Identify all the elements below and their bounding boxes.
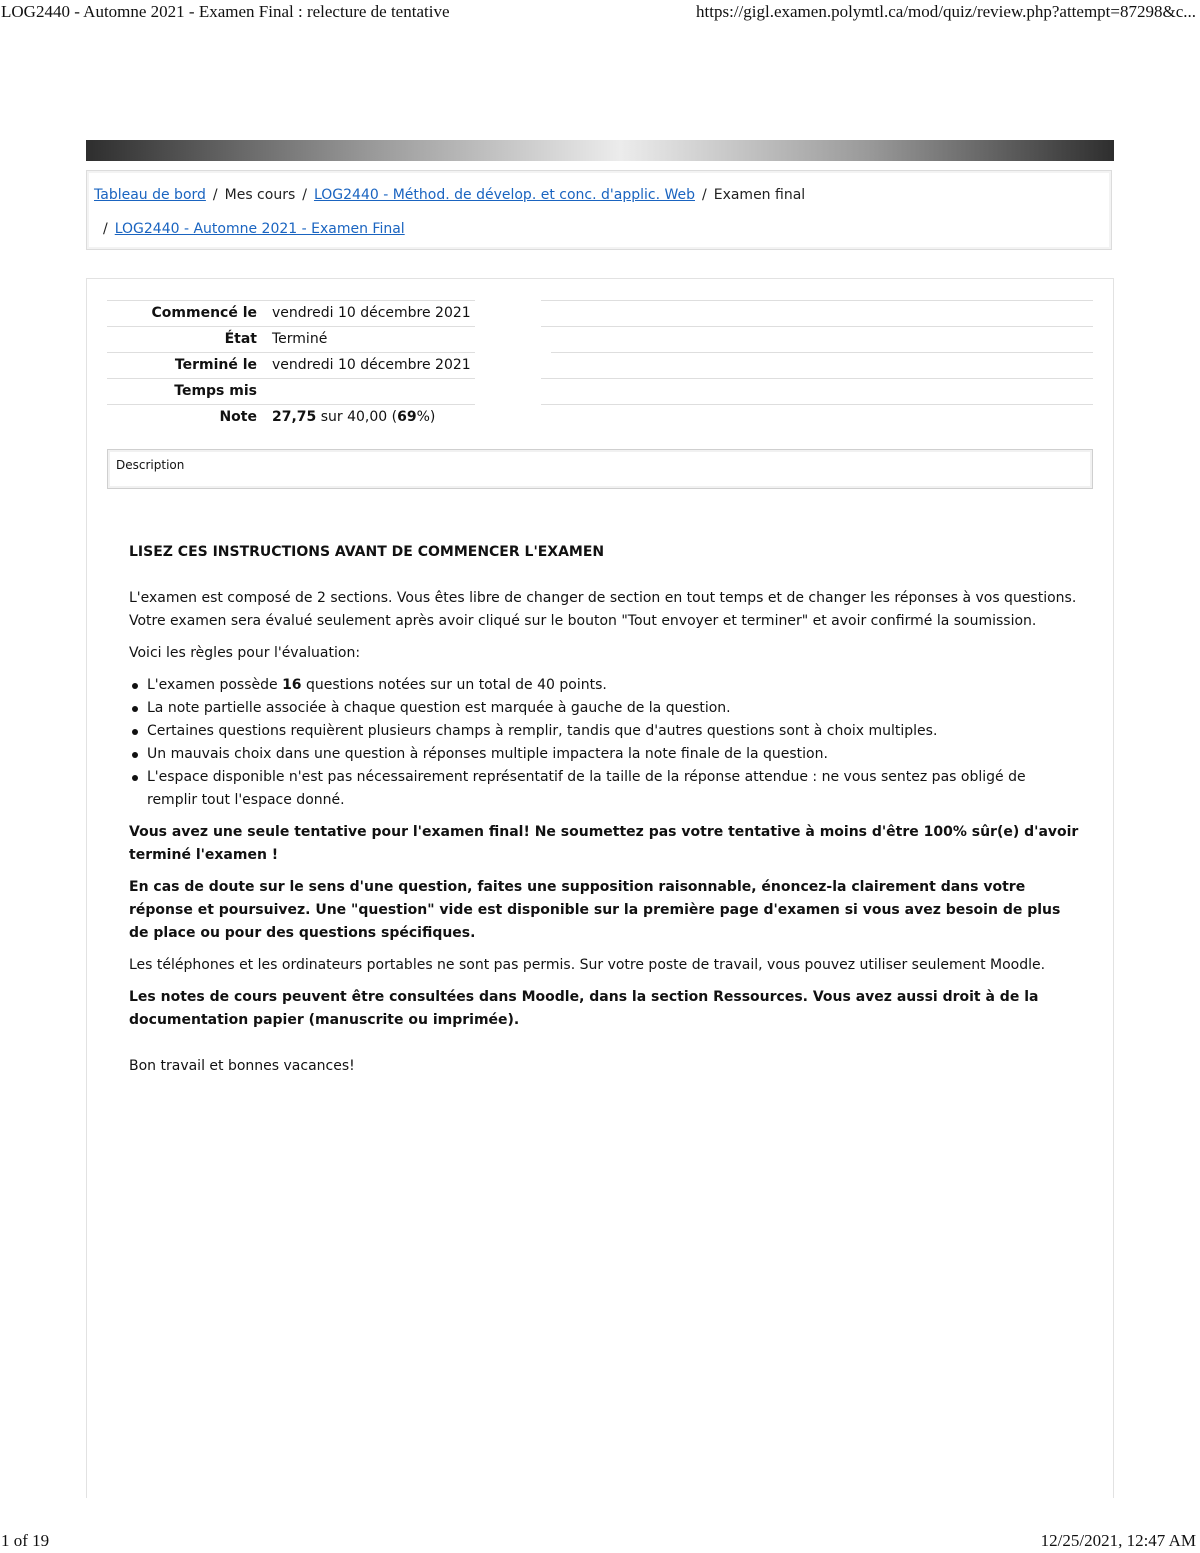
closing-message: Bon travail et bonnes vacances!	[129, 1058, 355, 1074]
summary-label: Terminé le	[174, 357, 257, 373]
print-footer-page: 1 of 19	[1, 1531, 50, 1550]
quiz-review-panel	[86, 278, 1114, 1498]
doubt-instructions: En cas de doute sur le sens d'une question, faites une supposition raisonnable, énoncez-la clairement dans votre réponse et poursuivez. Une "question" vide est disponible sur la première page d'examen si vous avez besoin de plus de place ou pour des questions spécifiques.	[129, 879, 1061, 941]
summary-label: Temps mis	[174, 383, 257, 399]
breadcrumb-line-2	[103, 221, 405, 237]
summary-row-grade	[107, 403, 1093, 429]
single-attempt-warning: Vous avez une seule tentative pour l'examen final! Ne soumettez pas votre tentative à moins d'être 100% sûr(e) d'avoir terminé l'examen !	[129, 824, 1079, 863]
grade-points: 27,75	[272, 409, 317, 425]
description-box	[107, 449, 1093, 489]
attempt-summary-table	[107, 299, 1093, 429]
summary-row-started	[107, 299, 1093, 325]
summary-row-time-taken	[107, 377, 1093, 403]
print-header	[0, 2, 1200, 24]
grade-percent-suffix: %)	[416, 409, 436, 425]
breadcrumb-separator: /	[302, 187, 307, 203]
instructions-title: LISEZ CES INSTRUCTIONS AVANT DE COMMENCER L'EXAMEN	[129, 544, 605, 560]
description-label: Description	[116, 458, 185, 472]
breadcrumb-separator: /	[212, 187, 218, 203]
summary-label: Commencé le	[151, 305, 257, 321]
breadcrumb-separator: /	[103, 221, 108, 237]
list-item: La note partielle associée à chaque question est marquée à gauche de la question.	[147, 697, 1079, 720]
list-item: L'espace disponible n'est pas nécessairement représentatif de la taille de la réponse attendue : ne vous sentez pas obligé de remplir tout l'espace donné.	[147, 766, 1079, 812]
list-item: Un mauvais choix dans une question à réponses multiple impactera la note finale de la question.	[147, 743, 1079, 766]
rules-intro: Voici les règles pour l'évaluation:	[129, 645, 361, 661]
summary-label: État	[224, 331, 257, 347]
breadcrumb-item-my-courses: Mes cours	[224, 187, 296, 203]
summary-row-completed	[107, 351, 1093, 377]
breadcrumb-separator: /	[702, 187, 707, 203]
exam-instructions	[129, 541, 1079, 1078]
list-item: Certaines questions requièrent plusieurs champs à remplir, tandis que d'autres questions sont à choix multiples.	[147, 720, 1079, 743]
list-item: L'examen possède 16 questions notées sur un total de 40 points.	[147, 674, 1079, 697]
site-header-bar	[86, 140, 1114, 161]
devices-rule: Les téléphones et les ordinateurs portables ne sont pas permis. Sur votre poste de travail, vous pouvez utiliser seulement Moodle.	[129, 957, 1046, 973]
print-footer-date: 12/25/2021, 12:47 AM	[1040, 1531, 1196, 1550]
summary-value: vendredi 10 décembre 2021	[272, 305, 471, 321]
instructions-intro: L'examen est composé de 2 sections. Vous êtes libre de changer de section en tout temps et de changer les réponses à vos questions. Votre examen sera évalué seulement après avoir cliqué sur le bouton "Tout envoyer et terminer" et avoir confirmé la soumission.	[129, 590, 1077, 629]
print-footer	[0, 1531, 1200, 1553]
print-header-title: LOG2440 - Automne 2021 - Examen Final : relecture de tentative	[1, 2, 450, 21]
grade-value	[272, 409, 435, 425]
grade-percent: 69	[397, 409, 417, 425]
breadcrumb-link-quiz[interactable]: LOG2440 - Automne 2021 - Examen Final	[114, 221, 405, 237]
summary-value: Terminé	[272, 331, 328, 347]
breadcrumb-link-dashboard[interactable]: Tableau de bord	[94, 187, 206, 203]
summary-row-state	[107, 325, 1093, 351]
breadcrumb-line-1	[94, 187, 805, 203]
breadcrumb-link-course[interactable]: LOG2440 - Méthod. de dévelop. et conc. d'applic. Web	[313, 187, 695, 203]
summary-label: Note	[219, 409, 257, 425]
grade-total: sur 40,00 (	[316, 409, 398, 425]
breadcrumb-item-final-exam: Examen final	[713, 187, 806, 203]
breadcrumb	[86, 170, 1112, 250]
course-notes-rule: Les notes de cours peuvent être consultées dans Moodle, dans la section Ressources. Vous avez aussi droit à de la documentation papier (manuscrite ou imprimée).	[129, 989, 1039, 1028]
print-header-url: https://gigl.examen.polymtl.ca/mod/quiz/review.php?attempt=87298&c...	[696, 2, 1196, 21]
rules-list	[129, 674, 1079, 812]
summary-value: vendredi 10 décembre 2021	[272, 357, 471, 373]
